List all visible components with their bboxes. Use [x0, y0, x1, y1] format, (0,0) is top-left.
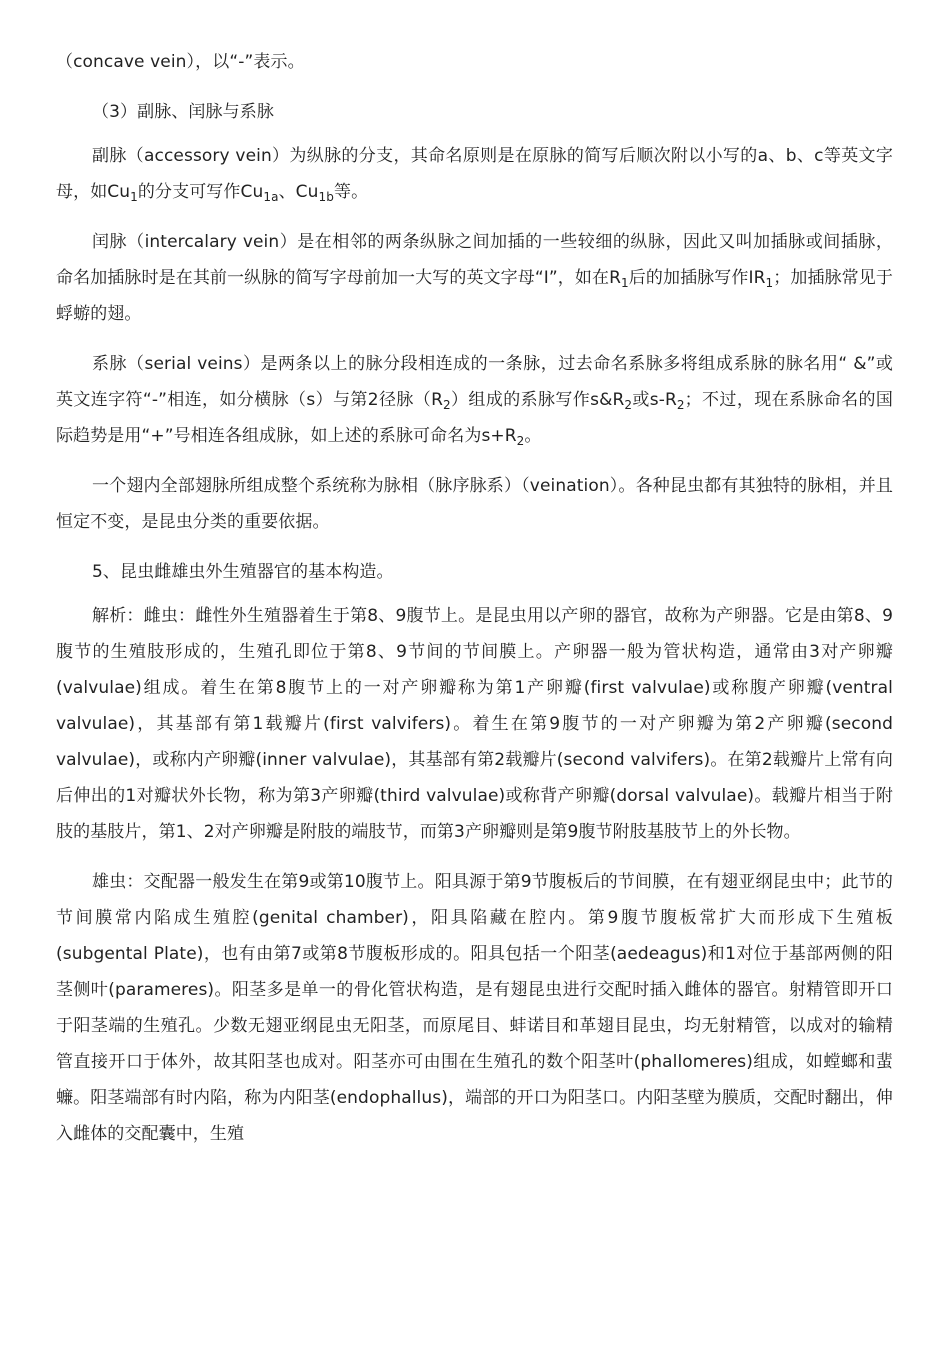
text-run: 、Cu	[278, 182, 319, 202]
text-run: 后的加插脉写作IR	[628, 268, 766, 288]
subscript: 1a	[263, 190, 279, 204]
paragraph-concave-vein: （concave vein），以“-”表示。	[56, 52, 305, 72]
question-heading-genitalia: 5、昆虫雌雄虫外生殖器官的基本构造。	[92, 562, 394, 582]
text-run: 等。	[333, 182, 369, 202]
text-run: 系脉（serial veins）是两条以上的脉分段相连成的一条脉，过去命名系脉多将组成系脉的脉名用“ &”或英文连字符“-”相连，如分横脉（s）与第2径脉（R	[56, 354, 893, 410]
paragraph-veination: 一个翅内全部翅脉所组成整个系统称为脉相（脉序脉系）（veination）。各种昆虫都有其独特的脉相，并且恒定不变，是昆虫分类的重要依据。	[56, 476, 893, 532]
text-run: ）组成的系脉写作s&R	[450, 390, 625, 410]
paragraph-accessory-vein	[56, 138, 893, 210]
subscript: 1	[621, 276, 629, 290]
subscript: 2	[676, 398, 685, 412]
text-run: ；不过，现在系脉命名的国际趋势是用“+”号相连各组成脉，如上述的系脉可命名为s+R	[56, 390, 893, 446]
text-run: 的分支可写作Cu	[137, 182, 264, 202]
text-run: 闰脉（intercalary vein）是在相邻的两条纵脉之间加插的一些较细的纵脉，因此又叫加插脉或间插脉，命名加插脉时是在其前一纵脉的简写字母前加一大写的英文字母“I”，如在R	[56, 232, 893, 288]
subscript: 1	[765, 276, 774, 290]
paragraph-serial-veins	[56, 346, 893, 454]
subscript: 1b	[318, 190, 334, 204]
subscript: 2	[624, 398, 633, 412]
section-heading-accessory-intercalary-serial-veins: （3）副脉、闰脉与系脉	[92, 102, 274, 122]
text-run: 。	[524, 426, 542, 446]
text-run: 或s-R	[632, 390, 677, 410]
paragraph-intercalary-vein	[56, 224, 893, 332]
subscript: 2	[516, 434, 525, 448]
subscript: 2	[443, 398, 451, 412]
text-run: ；加插脉常见于蜉蝣的翅。	[56, 268, 893, 324]
paragraph-female-genitalia: 解析：雌虫：雌性外生殖器着生于第8、9腹节上。是昆虫用以产卵的器官，故称为产卵器。它是由第8、9腹节的生殖肢形成的，生殖孔即位于第8、9节间的节间膜上。产卵器一般为管状构造，通常由3对产卵瓣(valvulae)组成。着生在第8腹节上的一对产卵瓣称为第1产卵瓣(first valvulae)或称腹产卵瓣(ventral valvulae)，其基部有第1载瓣片(first valvifers)。着生在第9腹节的一对产卵瓣为第2产卵瓣(second valvulae)，或称内产卵瓣(inner valvulae)，其基部有第2载瓣片(second valvifers)。在第2载瓣片上常有向后伸出的1对瓣状外长物，称为第3产卵瓣(third valvulae)或称背产卵瓣(dorsal valvulae)。载瓣片相当于附肢的基肢片，第1、2对产卵瓣是附肢的端肢节，而第3产卵瓣则是第9腹节附肢基肢节上的外长物。	[56, 606, 893, 842]
text-run: 副脉（accessory vein）为纵脉的分支，其命名原则是在原脉的简写后顺次附以小写的a、b、c等英文字母，如Cu	[56, 146, 893, 202]
paragraph-male-genitalia: 雄虫：交配器一般发生在第9或第10腹节上。阳具源于第9节腹板后的节间膜，在有翅亚纲昆虫中；此节的节间膜常内陷成生殖腔(genital chamber)，阳具陷藏在腔内。第9腹节腹板常扩大而形成下生殖板(subgental Plate)，也有由第7或第8节腹板形成的。阳具包括一个阳茎(aedeagus)和1对位于基部两侧的阳茎侧叶(parameres)。阳茎多是单一的骨化管状构造，是有翅昆虫进行交配时插入雌体的器官。射精管即开口于阳茎端的生殖孔。少数无翅亚纲昆虫无阳茎，而原尾目、蚌诺目和革翅目昆虫，均无射精管，以成对的输精管直接开口于体外，故其阳茎也成对。阳茎亦可由围在生殖孔的数个阳茎叶(phallomeres)组成，如螳螂和蜚蠊。阳茎端部有时内陷，称为内阳茎(endophallus)，端部的开口为阳茎口。内阳茎壁为膜质，交配时翻出，伸入雌体的交配囊中，生殖	[56, 872, 893, 1144]
subscript: 1	[130, 190, 138, 204]
